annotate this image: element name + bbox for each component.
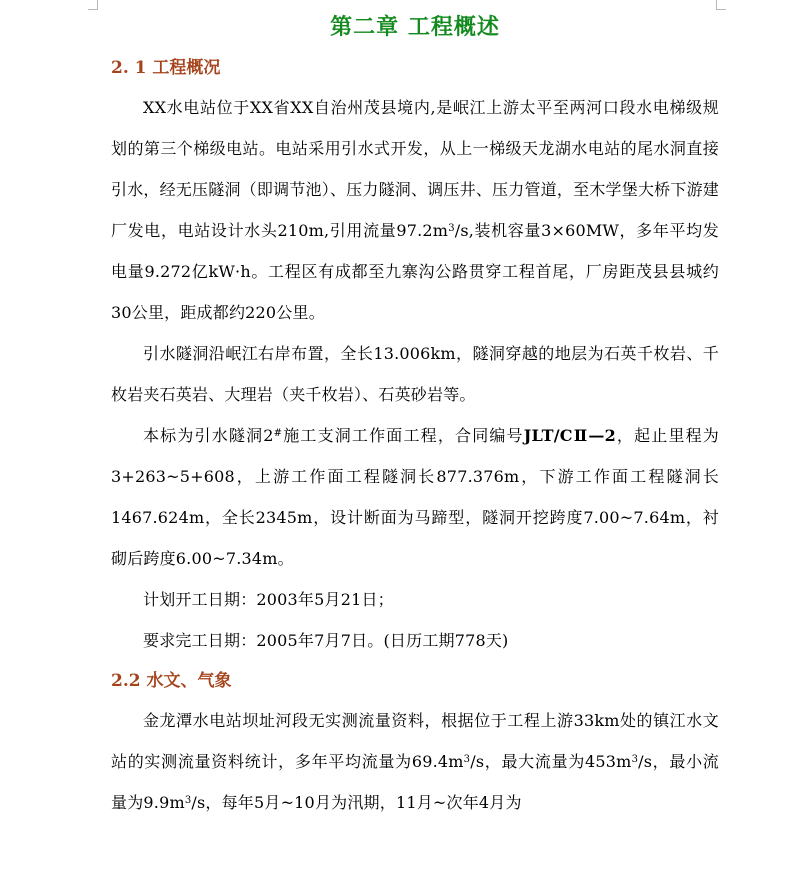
text-run: XX水电站位于XX省XX自治州茂县境内,是岷江上游太平至两河口段水电梯级规划的第三个梯级电站。电站采用引水式开发，从上一梯级天龙湖水电站的尾水洞直接引水，经无压隧洞（即调节池）、压力隧洞、调压井、压力管道，至木学堡大桥下游建厂发电，电站设计水头210m,引用流量97.2m	[111, 98, 719, 240]
paragraph-contract-scope	[111, 415, 719, 579]
superscript: 3	[463, 754, 471, 765]
section-heading-overview: 2. 1 工程概况	[111, 58, 221, 78]
chapter-title: 第二章 工程概述	[330, 14, 500, 40]
text-run: /s，最小流量为9.9m	[111, 752, 719, 812]
paragraph-project-location	[111, 87, 719, 333]
text-run: 施工支洞工作面工程，合同编号	[282, 426, 524, 445]
text-run: /s，最大流量为453m	[470, 752, 632, 771]
document-page	[111, 10, 719, 823]
page-corner-mark-left	[88, 0, 98, 10]
page-corner-mark-right	[716, 0, 726, 10]
text-run: 金龙潭水电站坝址河段无实测流量资料，根据位于工程上游33km处的镇江水文站的实测流量资料统计，多年平均流量为69.4m	[111, 711, 719, 771]
text-run: /s，每年5月~10月为汛期，11月~次年4月为	[191, 793, 522, 812]
text-run: ，起止里程为3+263~5+608，上游工作面工程隧洞长877.376m，下游工作面工程隧洞长1467.624m，全长2345m，设计断面为马蹄型，隧洞开挖跨度7.00~7.64m，衬砌后跨度6.00~7.34m。	[111, 426, 720, 568]
section-heading-hydrology: 2.2 水文、气象	[111, 671, 232, 691]
paragraph-completion-date: 要求完工日期：2005年7月7日。(日历工期778天)	[143, 631, 509, 650]
superscript: 3	[184, 795, 192, 806]
superscript: 3	[631, 754, 639, 765]
paragraph-tunnel-layout: 引水隧洞沿岷江右岸布置，全长13.006km，隧洞穿越的地层为石英千枚岩、千枚岩夹石英岩、大理岩（夹千枚岩）、石英砂岩等。	[111, 344, 719, 404]
superscript: 3	[448, 223, 455, 234]
text-run: 本标为引水隧洞2	[143, 426, 274, 445]
paragraph-start-date: 计划开工日期：2003年5月21日；	[143, 590, 394, 609]
superscript: #	[273, 428, 283, 439]
text-run: /s,装机容量3×60MW，多年平均发电量9.272亿kW·h。工程区有成都至九寨沟公路贯穿工程首尾，厂房距茂县县城约30公里，距成都约220公里。	[111, 221, 719, 322]
contract-number: JLT/CⅡ—2	[523, 426, 616, 445]
paragraph-hydrology	[111, 700, 719, 823]
